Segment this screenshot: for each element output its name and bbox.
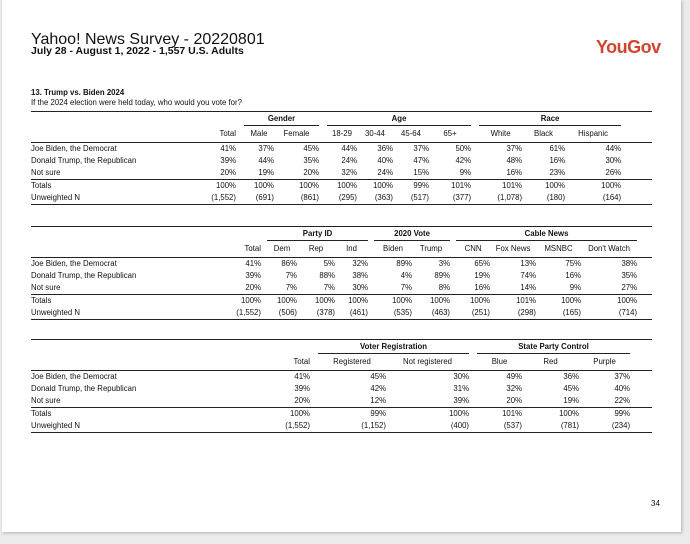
cell: 15% [413,168,430,177]
column-header-row [31,126,652,143]
cell: (234) [579,420,630,433]
col-header: Total [219,128,236,138]
cell: 48% [506,156,523,165]
cell: 9% [459,168,472,177]
cell: 16% [506,168,523,177]
cell: (691) [244,192,274,205]
cell: 38% [581,258,637,271]
cell: 20% [220,168,236,177]
group-age: Age [327,112,471,126]
table-row [31,167,652,180]
col-header: Total [244,243,261,253]
col-header: Red [543,357,558,366]
cell: 30% [352,283,369,292]
column-header-row [31,354,652,371]
col-header: Dem [273,244,291,253]
row-label: Donald Trump, the Republican [31,271,137,280]
cell: 45% [274,143,319,156]
cell: 5% [297,258,335,271]
col-header: Trump [419,244,443,253]
col-header: Blue [491,357,508,366]
cell: 101% [429,180,471,193]
row-label: Unweighted N [31,307,231,320]
cell: (295) [327,192,357,205]
cell: 100% [456,295,490,308]
cell: 45% [318,371,386,384]
cell: (378) [297,307,335,320]
cell: 65% [456,258,490,271]
cell: 30% [386,371,469,384]
cell: 20% [294,396,310,405]
cell: 37% [244,143,274,156]
totals-row [31,408,652,421]
cell: 101% [490,295,536,308]
cell: (1,552) [231,307,261,320]
row-label: Donald Trump, the Republican [31,384,137,393]
group-party-id: Party ID [267,227,368,241]
cell: 19% [563,396,580,405]
cell: 44% [258,156,274,165]
col-header: CNN [464,244,482,253]
cell: 41% [231,258,261,271]
cell: 38% [352,271,369,280]
cell: 26% [605,168,622,177]
unweighted-row [31,307,652,320]
cell: 41% [284,371,310,384]
cell: 22% [614,396,631,405]
cell: 89% [434,271,451,280]
cell: 36% [357,143,393,156]
cell: 100% [203,180,236,193]
cell: 37% [393,143,429,156]
cell: 40% [377,156,394,165]
cell: 99% [579,408,630,421]
cell: 24% [341,156,358,165]
table-row [31,143,652,156]
cell: 44% [565,143,621,156]
cell: 32% [341,168,358,177]
row-label: Not sure [31,168,61,177]
cell: 39% [294,384,310,393]
cell: 42% [370,384,386,393]
cell: 100% [357,180,393,193]
cell: 20% [303,168,320,177]
cell: 37% [579,371,630,384]
cell: 88% [319,271,335,280]
cell: 35% [621,271,638,280]
col-header: Fox News [495,244,531,253]
report-subtitle: July 28 - August 1, 2022 - 1,557 U.S. Adults [31,45,244,57]
group-header-row [31,340,652,354]
group-voter-registration: Voter Registration [318,340,469,354]
unweighted-row [31,192,652,205]
cell: 99% [318,408,386,421]
col-header: White [490,129,511,138]
cell: 100% [581,295,637,308]
cell: 39% [453,396,470,405]
col-header: Male [250,129,268,138]
cell: (506) [267,307,297,320]
cell: 36% [522,371,579,384]
cell: 100% [267,295,297,308]
cell: 100% [522,180,565,193]
col-header: 30-44 [365,129,385,138]
group-race: Race [479,112,621,126]
cell: 100% [565,180,621,193]
col-header: 65+ [443,129,457,138]
col-header: Ind [346,244,357,253]
cell: 42% [455,156,472,165]
cell: 47% [413,156,430,165]
cell: 99% [393,180,429,193]
cell: 39% [220,156,236,165]
cell: (298) [490,307,536,320]
col-header: Total [293,356,310,366]
col-header: Not registered [403,357,452,366]
group-cable-news: Cable News [456,227,637,241]
cell: 61% [522,143,565,156]
table-row [31,282,652,295]
row-label: Totals [31,180,203,193]
table-row [31,258,652,271]
cell: 7% [285,283,297,292]
cell: 101% [479,180,522,193]
cell: (400) [386,420,469,433]
cell: (180) [522,192,565,205]
table-row [31,155,652,167]
row-label: Donald Trump, the Republican [31,156,137,165]
cell: 44% [327,143,357,156]
cell: (165) [536,307,581,320]
cell: 19% [474,271,491,280]
group-header-row [31,227,652,241]
cell: 23% [549,168,566,177]
cell: (461) [335,307,368,320]
row-label: Unweighted N [31,192,203,205]
cell: 7% [400,283,413,292]
totals-row [31,295,652,308]
cell: 86% [267,258,297,271]
row-label: Not sure [31,396,61,405]
cell: 7% [323,283,335,292]
cell: 45% [563,384,580,393]
cell: 100% [274,180,319,193]
cell: (517) [393,192,429,205]
cell: (251) [456,307,490,320]
col-header: Purple [593,357,616,366]
row-label: Totals [31,408,284,421]
cell: 16% [565,271,582,280]
cell: 100% [412,295,450,308]
cell: 50% [429,143,471,156]
cell: 100% [244,180,274,193]
column-header-row [31,241,652,258]
row-label: Not sure [31,283,61,292]
cell: 35% [303,156,320,165]
yougov-logo: YouGov [596,37,661,57]
cell: 16% [474,283,491,292]
cell: (1,078) [479,192,522,205]
cell: 31% [453,384,470,393]
cell: 12% [370,396,386,405]
cell: 101% [477,408,522,421]
cell: 4% [400,271,413,280]
cell: 49% [477,371,522,384]
cell: 20% [506,396,523,405]
cell: 16% [549,156,566,165]
group-gender: Gender [244,112,319,126]
cell: 30% [605,156,622,165]
cell: (535) [374,307,412,320]
totals-row [31,180,652,193]
question-title: 13. Trump vs. Biden 2024 [31,88,125,97]
table-row [31,383,652,395]
cell: 100% [335,295,368,308]
cell: 89% [374,258,412,271]
table-row [31,371,652,384]
table-row [31,270,652,282]
cell: 100% [297,295,335,308]
cell: 19% [258,168,274,177]
cell: (781) [522,420,579,433]
cell: 8% [438,283,451,292]
cell: (1,152) [318,420,386,433]
cell: 32% [506,384,523,393]
cell: 14% [520,283,537,292]
group-2020-vote: 2020 Vote [374,227,450,241]
cell: (537) [477,420,522,433]
row-label: Joe Biden, the Democrat [31,258,231,271]
cell: 100% [386,408,469,421]
table-row [31,395,652,408]
col-header: Rep [308,244,324,253]
cell: 100% [231,295,261,308]
col-header: Registered [333,357,371,366]
row-label: Joe Biden, the Democrat [31,143,203,156]
col-header: Biden [383,244,403,253]
col-header: Black [534,129,554,138]
crosstab-registration-state [31,339,652,433]
cell: 40% [614,384,631,393]
col-header: Don't Watch [588,244,631,253]
cell: (363) [357,192,393,205]
page-number: 34 [651,499,660,508]
cell: 39% [245,271,261,280]
cell: 41% [203,143,236,156]
cell: 74% [520,271,537,280]
cell: 37% [479,143,522,156]
cell: 32% [335,258,368,271]
group-state-party-control: State Party Control [477,340,630,354]
cell: 100% [284,408,310,421]
row-label: Joe Biden, the Democrat [31,371,284,384]
report-page [2,0,681,532]
cell: 100% [374,295,412,308]
cell: 100% [536,295,581,308]
cell: (463) [412,307,450,320]
cell: (164) [565,192,621,205]
cell: 100% [327,180,357,193]
cell: (1,552) [203,192,236,205]
cell: 75% [536,258,581,271]
crosstab-party-vote-news [31,226,652,320]
col-header: MSNBC [544,244,573,253]
col-header: 18-29 [332,129,352,138]
col-header: 45-64 [401,129,421,138]
cell: (714) [581,307,637,320]
cell: 100% [522,408,579,421]
cell: 13% [490,258,536,271]
row-label: Unweighted N [31,420,284,433]
question-text: If the 2024 election were held today, who would you vote for? [31,98,242,107]
crosstab-demographics [31,111,652,205]
group-header-row [31,112,652,126]
cell: (1,552) [284,420,310,433]
cell: 3% [412,258,450,271]
cell: 24% [377,168,394,177]
row-label: Totals [31,295,231,308]
col-header: Hispanic [578,129,609,138]
cell: 7% [285,271,297,280]
report-title: Yahoo! News Survey - 20220801 [31,31,265,48]
cell: 9% [569,283,582,292]
cell: 27% [621,283,638,292]
col-header: Female [283,129,310,138]
cell: 20% [245,283,261,292]
cell: (861) [274,192,319,205]
unweighted-row [31,420,652,433]
cell: (377) [429,192,471,205]
